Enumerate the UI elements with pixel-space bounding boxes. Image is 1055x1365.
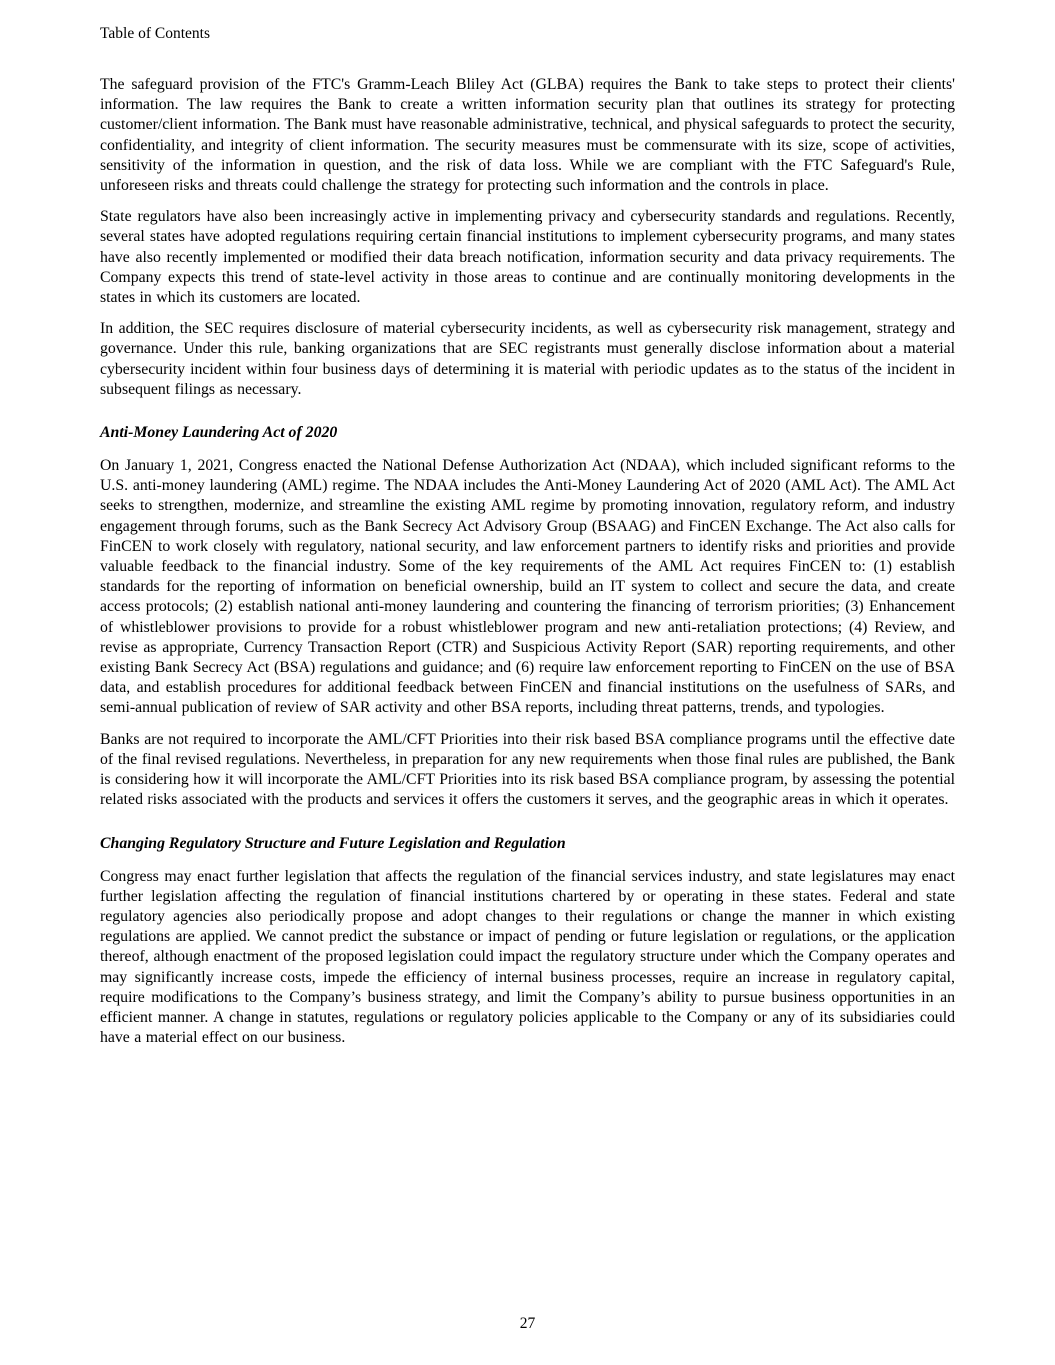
paragraph-glba-safeguard: The safeguard provision of the FTC's Gramm-Leach Bliley Act (GLBA) requires the Bank to take steps to protect their clients' information. The law requires the Bank to create a written information security plan that outlines its strategy for protecting customer/client information. The Bank must have reasonable administrative, technical, and physical safeguards to protect the security, confidentiality, and integrity of client information. The security measures must be commensurate with its size, scope of activities, sensitivity of the information in question, and the risk of data loss. While we are compliant with the FTC Safeguard's Rule, unforeseen risks and threats could challenge the strategy for protecting such information and the controls in place. [100, 76, 955, 195]
paragraph-aml-act-details: On January 1, 2021, Congress enacted the National Defense Authorization Act (NDAA), which included significant reforms to the U.S. anti-money laundering (AML) regime. The NDAA includes the Anti-Money Laundering Act of 2020 (AML Act). The AML Act seeks to strengthen, modernize, and streamline the existing AML regime by promoting innovation, regulatory reform, and industry engagement through forums, such as the Bank Secrecy Act Advisory Group (BSAAG) and FinCEN Exchange. The Act also calls for FinCEN to work closely with regulatory, national security, and law enforcement partners to identify risks and priorities and provide valuable feedback to the financial industry. Some of the key requirements of the AML Act requires FinCEN to: (1) establish standards for the reporting of information on beneficial ownership, build an IT system to collect and secure the data, and create access protocols; (2) establish national anti-money laundering and countering the financing of terrorism priorities; (3) Enhancement of whistleblower provisions to provide for a robust whistleblower program and new anti-retaliation protections; (4) Review, and revise as appropriate, Currency Transaction Report (CTR) and Suspicious Activity Report (SAR) reporting requirements, and other existing Bank Secrecy Act (BSA) regulations and guidance; and (6) require law enforcement reporting to FinCEN on the use of BSA data, and establish procedures for additional feedback between FinCEN and financial institutions on the usefulness of SARs, and semi-annual publication of review of SAR activity and other BSA reports, including threat patterns, trends, and typologies. [100, 457, 955, 717]
paragraph-state-regulators: State regulators have also been increasingly active in implementing privacy and cybersecurity standards and regulations. Recently, several states have adopted regulations requiring certain financial institutions to implement cybersecurity programs, and many states have also recently implemented or modified their data breach notification, information security and data privacy requirements. The Company expects this trend of state-level activity in those areas to continue and are continually monitoring developments in the states in which its customers are located. [100, 208, 955, 307]
section-heading-aml-act: Anti-Money Laundering Act of 2020 [100, 424, 338, 442]
paragraph-sec-disclosure: In addition, the SEC requires disclosure of material cybersecurity incidents, as well as cybersecurity risk management, strategy and governance. Under this rule, banking organizations that are SEC registrants must generally disclose information about a material cybersecurity incident within four business days of determining it is material with periodic updates as to the status of the incident in subsequent filings as necessary. [100, 320, 955, 398]
paragraph-aml-cft-priorities: Banks are not required to incorporate the AML/CFT Priorities into their risk based BSA compliance programs until the effective date of the final revised regulations. Nevertheless, in preparation for any new requirements when those final rules are published, the Bank is considering how it will incorporate the AML/CFT Priorities into its risk based BSA compliance program, by assessing the potential related risks associated with the products and services it offers the customers it serves, and the geographic areas in which it operates. [100, 730, 955, 809]
table-of-contents-link[interactable]: Table of Contents [100, 25, 210, 42]
page-number: 27 [519, 1315, 536, 1332]
section-heading-changing-regulatory-structure: Changing Regulatory Structure and Future Legislation and Regulation [100, 834, 566, 852]
paragraph-congress-legislation: Congress may enact further legislation that affects the regulation of the financial services industry, and state legislatures may enact further legislation affecting the regulation of financial institutions chartered by or operating in these states. Federal and state regulatory agencies also periodically propose and adopt changes to their regulations or change the manner in which existing regulations are applied. We cannot predict the substance or impact of pending or future legislation or regulations, or the application thereof, although enactment of the proposed legislation could impact the regulatory structure under which the Company operates and may significantly increase costs, impede the efficiency of internal business processes, require an increase in regulatory capital, require modifications to the Company’s business strategy, and limit the Company’s ability to pursue business opportunities in an efficient manner. A change in statutes, regulations or regulatory policies applicable to the Company or any of its subsidiaries could have a material effect on our business. [100, 867, 955, 1047]
